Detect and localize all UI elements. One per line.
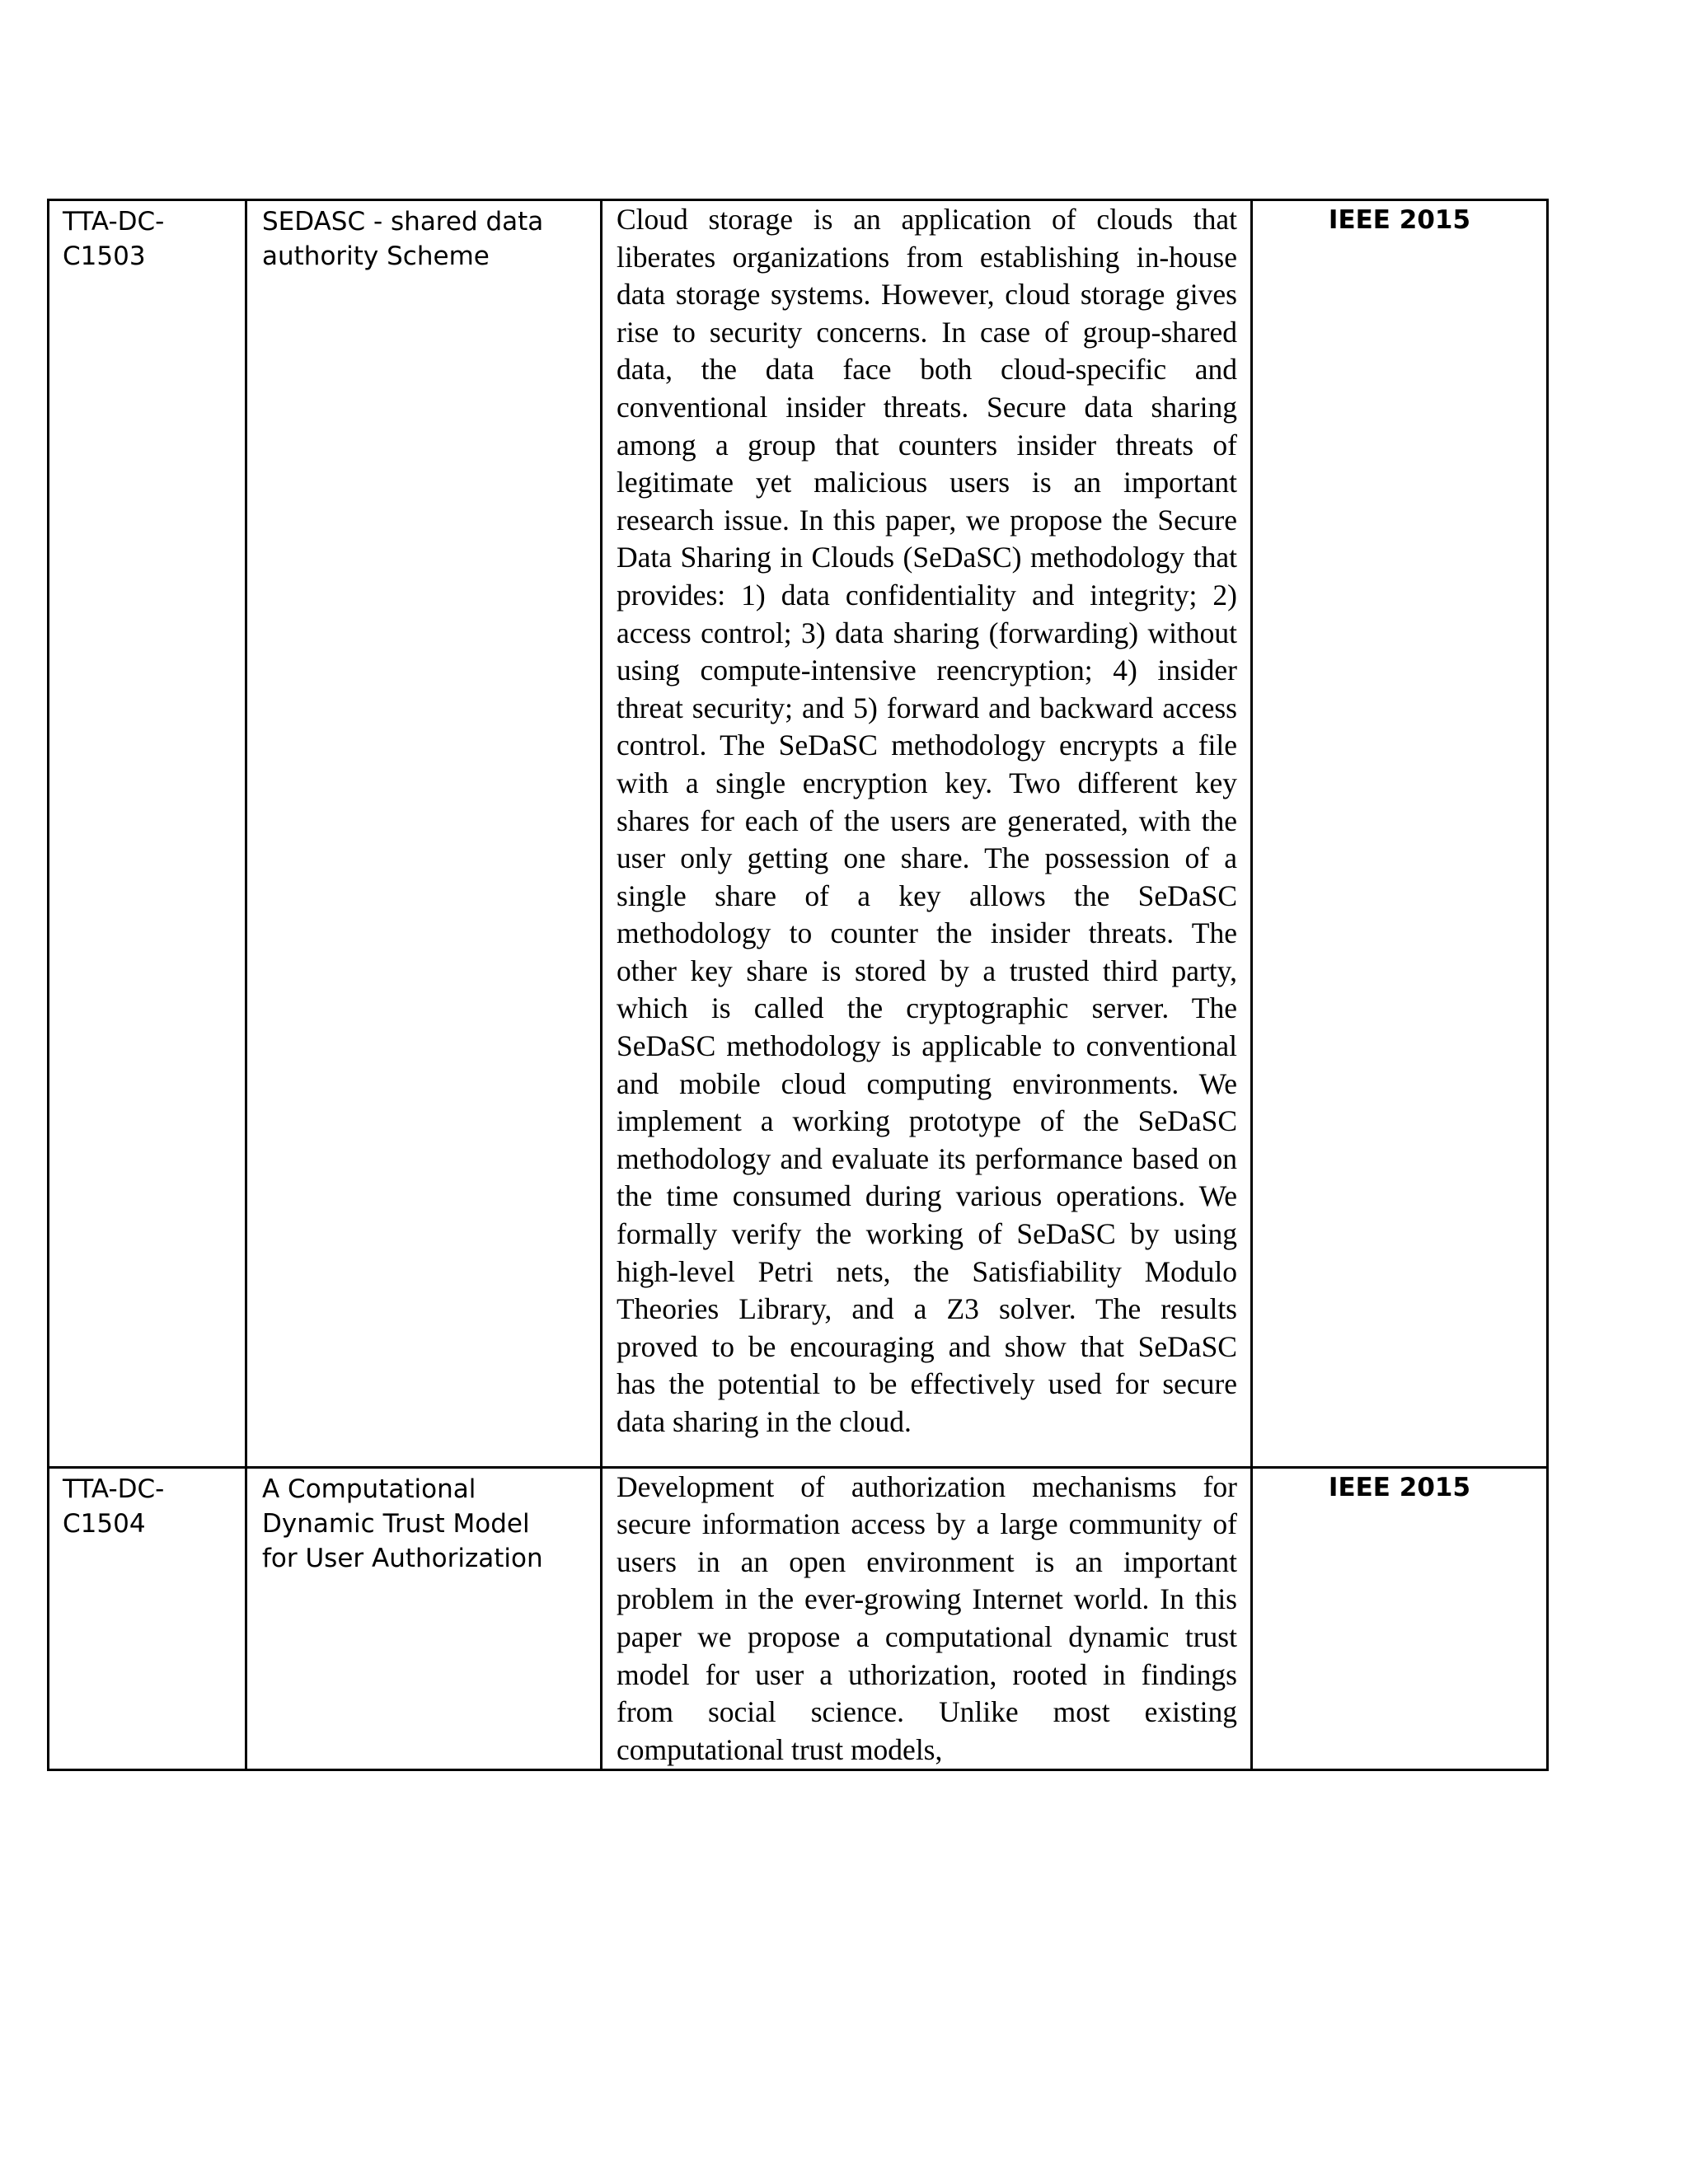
project-abstract-cell [602, 200, 1252, 1468]
project-abstract: Cloud storage is an application of clouds that liberates organizations from establishing in-house data storage systems. However, cloud storage gives rise to security concerns. In case of group-shared data, the data face both cloud-specific and conventional insider threats. Secure data sharing among a group that counters insider threats of legitimate yet malicious users is an important research issue. In this paper, we propose the Secure Data Sharing in Clouds (SeDaSC) methodology that provides: 1) data confidentiality and integrity; 2) access control; 3) data sharing (forwarding) without using compute-intensive reencryption; 4) insider threat security; and 5) forward and backward access control. The SeDaSC methodology encrypts a file with a single encryption key. Two different key shares for each of the users are generated, with the user only getting one share. The possession of a single share of a key allows the SeDaSC methodology to counter the insider threats. The other key share is stored by a trusted third party, which is called the cryptographic server. The SeDaSC methodology is applicable to conventional and mobile cloud computing environments. We implement a working prototype of the SeDaSC methodology and evaluate its performance based on the time consumed during various operations. We formally verify the working of SeDaSC by using high-level Petri nets, the Satisfiability Modulo Theories Library, and a Z3 solver. The results proved to be encouraging and show that SeDaSC has the potential to be effectively used for secure data sharing in the cloud. [617, 203, 1237, 1438]
project-title-cell [246, 200, 602, 1468]
project-year-cell [1252, 200, 1548, 1468]
project-title: SEDASC - shared data authority Scheme [262, 207, 544, 271]
table-row [49, 200, 1548, 1468]
project-code-cell [49, 200, 246, 1468]
project-abstract: Development of authorization mechanisms for secure information access by a large community of users in an open environment is an important problem in the ever-growing Internet world. In this paper we propose a computational dynamic trust model for user a uthorization, rooted in findings from social science. Unlike most existing computational trust models, [617, 1469, 1237, 1766]
project-year-cell [1252, 1467, 1548, 1770]
project-title: A Computational Dynamic Trust Model for User Authorization [262, 1474, 543, 1573]
project-year: IEEE 2015 [1328, 1472, 1471, 1502]
project-table [47, 199, 1549, 1771]
project-year: IEEE 2015 [1328, 205, 1471, 235]
project-code-cell [49, 1467, 246, 1770]
project-code: TTA-DC- C1503 [63, 207, 165, 271]
project-abstract-cell [602, 1467, 1252, 1770]
table-row [49, 1467, 1548, 1770]
project-title-cell [246, 1467, 602, 1770]
project-code: TTA-DC- C1504 [63, 1474, 165, 1539]
